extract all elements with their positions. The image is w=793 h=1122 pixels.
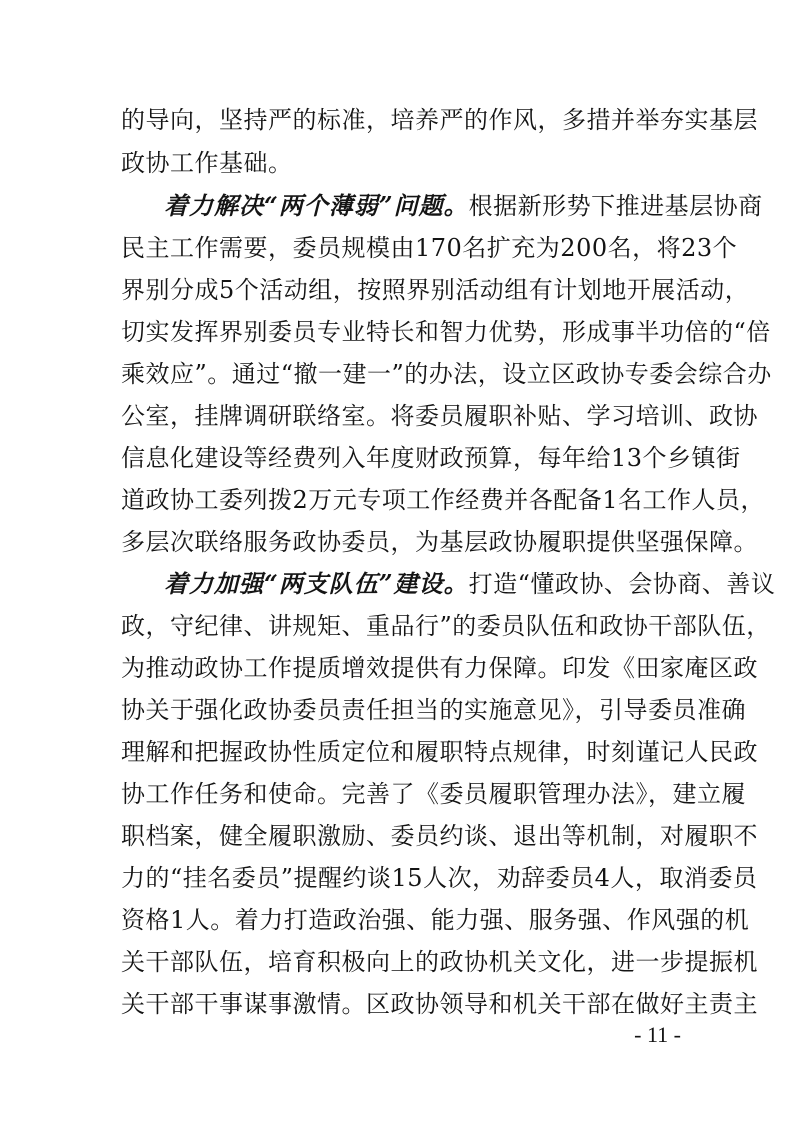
text-line: 道政协工委列拨2万元专项工作经费并各配备1名工作人员，	[121, 486, 766, 514]
text-line: 理解和把握政协性质定位和履职特点规律，时刻谨记人民政	[121, 738, 758, 766]
text-line: 的导向，坚持严的标准，培养严的作风，多措并举夯实基层	[121, 106, 758, 134]
text-line: 政，守纪律、讲规矩、重品行”的委员队伍和政协干部队伍，	[121, 612, 771, 640]
text-line: 为推动政协工作提质增效提供有力保障。印发《田家庵区政	[121, 654, 758, 682]
text-line: 乘效应”。通过“撤一建一”的办法，设立区政协专委会综合办	[121, 360, 772, 388]
text-line: 多层次联络服务政协委员，为基层政协履职提供坚强保障。	[121, 528, 758, 556]
text-line: 关干部干事谋事激情。区政协领导和机关干部在做好主责主	[121, 990, 758, 1018]
text-line: 民主工作需要，委员规模由170名扩充为200名，将23个	[121, 234, 738, 262]
text-line: 切实发挥界别委员专业特长和智力优势，形成事半功倍的“倍	[121, 318, 771, 346]
text-line: 职档案，健全履职激励、委员约谈、退出等机制，对履职不	[121, 822, 758, 850]
text-line: 协关于强化政协委员责任担当的实施意见》，引导委员准确	[121, 696, 746, 724]
text-line: 信息化建设等经费列入年度财政预算，每年给13个乡镇街	[121, 444, 741, 472]
text-line: 关干部队伍，培育积极向上的政协机关文化，进一步提振机	[121, 948, 758, 976]
text-line: 界别分成5个活动组，按照界别活动组有计划地开展活动，	[121, 276, 750, 304]
text-run: 打造“懂政协、会协商、善议	[468, 570, 776, 598]
text-line: 协工作任务和使命。完善了《委员履职管理办法》，建立履	[121, 780, 746, 808]
section-heading: 着力加强“两支队伍”建设。	[164, 569, 469, 598]
paragraph-line	[164, 186, 763, 226]
text-line: 公室，挂牌调研联络室。将委员履职补贴、学习培训、政协	[121, 402, 758, 430]
section-heading: 着力解决“两个薄弱”问题。	[164, 191, 469, 220]
text-run: 根据新形势下推进基层协商	[468, 192, 763, 220]
page-number: - 11 -	[634, 1022, 681, 1047]
text-line: 政协工作基础。	[121, 149, 293, 177]
text-line: 力的“挂名委员”提醒约谈15人次，劝辞委员4人，取消委员	[121, 864, 758, 892]
text-line: 资格1人。着力打造政治强、能力强、服务强、作风强的机	[121, 906, 750, 934]
paragraph-line	[164, 564, 776, 604]
